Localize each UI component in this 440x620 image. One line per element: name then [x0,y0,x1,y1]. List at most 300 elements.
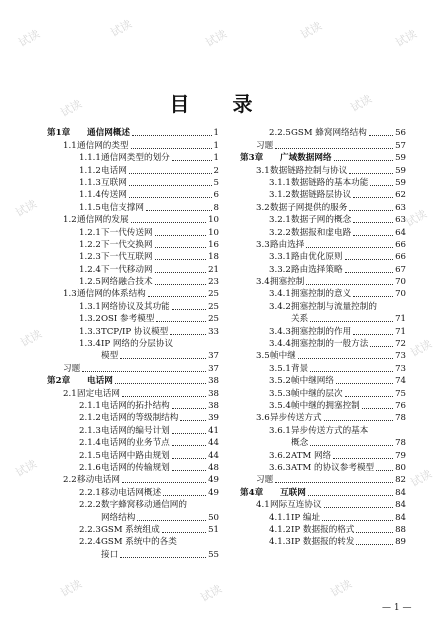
dot-leader [155,284,206,285]
toc-entry-title: GSM 系统组成 [101,524,160,535]
toc-entry [47,437,219,449]
dot-leader [131,222,206,223]
toc-entry-page: 25 [208,301,219,312]
toc-entry-page: 21 [208,264,219,275]
toc-entry [240,300,406,312]
toc-entry [47,449,219,461]
dot-leader [163,495,206,496]
page-title: 目 录 [169,92,271,116]
toc-entry-page: 16 [208,239,219,250]
toc-entry-number: 3.4.3 [269,326,291,337]
toc-entry [47,548,219,560]
toc-entry-title: 电话网 [87,376,113,387]
toc-entry-page: 25 [208,314,219,325]
toc-entry [47,189,219,201]
toc-entry [240,226,406,238]
toc-entry-number: 2.2.5 [269,128,291,139]
toc-entry-number: 4.1.1 [269,512,291,523]
toc-entry-number: 3.5.1 [269,363,291,374]
dot-leader [322,520,393,521]
toc-entry-page: 25 [208,289,219,300]
dot-leader [155,272,206,273]
toc-entry-page: 66 [395,252,406,263]
toc-entry-number: 1.3.1 [79,301,101,312]
toc-entry [47,362,219,374]
toc-entry [47,127,219,139]
toc-entry-number: 第1章 [47,128,71,139]
toc-entry-title: 电话网 [101,165,127,176]
dot-leader [345,396,393,397]
toc-entry [240,338,406,350]
dot-leader [156,321,206,322]
dot-leader [349,210,393,211]
toc-entry-title: 路由选择 [270,239,305,250]
toc-entry-title: 移动电话网概述 [101,487,162,498]
watermark-stamp: 试读 [328,577,355,600]
toc-entry-page: 49 [208,475,219,486]
toc-entry-title: 数据链路的基本功能 [291,177,369,188]
toc-entry [47,288,219,300]
toc-entry-page: 38 [208,376,219,387]
toc-entry-page: 1 [213,153,219,164]
toc-entry-number: 3.1.2 [269,190,291,201]
toc-entry [240,139,406,151]
toc-entry-title: 习题 [63,363,81,374]
toc-entry [240,189,406,201]
toc-entry-page: 33 [208,326,219,337]
toc-entry-title: 互联网 [280,487,306,498]
toc-entry [47,536,219,548]
toc-entry-page: 80 [395,462,406,473]
toc-entry-page: 75 [395,388,406,399]
toc-entry-page: 48 [208,462,219,473]
toc-entry [240,449,406,461]
toc-entry-title: 异步传送方式 [270,413,322,424]
toc-entry-title: ATM 网络 [291,450,332,461]
toc-entry-number: 2.2.3 [79,524,101,535]
dot-leader [353,235,393,236]
dot-leader [155,235,206,236]
toc-entry-title: 通信网的体系结构 [77,289,146,300]
toc-entry-title: 路由选择策略 [291,264,343,275]
toc-entry-title: 数据链路层协议 [291,190,352,201]
watermark-stamp: 试读 [403,207,430,230]
toc-entry-title: 数据链路控制与协议 [270,165,348,176]
toc-entry [240,276,406,288]
toc-entry [240,462,406,474]
toc-entry [240,437,406,449]
dot-leader [120,557,206,558]
toc-entry [47,226,219,238]
toc-entry [240,127,406,139]
toc-entry-number: 3.4.4 [269,339,291,350]
toc-entry [47,524,219,536]
toc-entry [240,239,406,251]
toc-entry-title: 电信支撑网 [101,202,144,213]
toc-entry [47,300,219,312]
dot-leader [370,185,393,186]
toc-entry-title: 电话网的编号计划 [101,425,170,436]
dot-leader [324,420,393,421]
toc-entry-number: 1.2.1 [79,227,101,238]
toc-entry [240,164,406,176]
dot-leader [170,334,206,335]
dot-leader [131,148,212,149]
toc-entry-title: 背景 [291,363,309,374]
toc-entry [47,400,219,412]
toc-entry-page: 79 [395,450,406,461]
toc-entry-page: 38 [208,388,219,399]
toc-entry [240,486,406,498]
toc-entry-page: 73 [395,363,406,374]
toc-entry-number: 1.3.3 [79,326,101,337]
toc-entry-number: 4.1.3 [269,537,291,548]
toc-entry-title: 帧中继的拥塞控制 [291,400,360,411]
toc-entry [47,152,219,164]
toc-entry-title: 拥塞控制 [270,277,305,288]
toc-entry-page: 63 [395,202,406,213]
toc-entry-title: 关系 [291,314,309,325]
toc-entry-title: 拥塞控制的意义 [291,289,352,300]
dot-leader [172,470,206,471]
toc-entry-page: 10 [208,227,219,238]
toc-entry-title: 拥塞控制的作用 [291,326,352,337]
toc-entry-number: 2.1.2 [79,413,101,424]
watermark-stamp: 试读 [408,337,435,360]
toc-entry-title: 拥塞控制的一般方法 [291,339,369,350]
toc-entry-page: 82 [395,475,406,486]
dot-leader [310,321,393,322]
toc-entry [240,400,406,412]
toc-entry-page: 84 [395,500,406,511]
toc-entry-page: 57 [395,140,406,151]
toc-entry-page: 62 [395,190,406,201]
toc-entry-number: 2.2 [63,475,77,486]
toc-entry-number: 3.1.1 [269,177,291,188]
toc-entry-page: 39 [208,413,219,424]
toc-entry-title: GSM 系统中的各类 [101,537,177,548]
toc-entry [240,474,406,486]
dot-leader [362,408,393,409]
dot-leader [353,222,393,223]
toc-entry-title: 传送网 [101,190,127,201]
toc-entry-page: 74 [395,376,406,387]
dot-leader [356,532,393,533]
toc-entry [240,412,406,424]
dot-leader [180,420,206,421]
dot-leader [308,495,393,496]
toc-entry [47,338,219,350]
toc-entry [240,375,406,387]
watermark-stamp: 试读 [393,27,420,50]
toc-entry [240,313,406,325]
toc-entry [240,288,406,300]
toc-entry-title: OSI 参考模型 [101,314,155,325]
toc-entry-title: 通信网的类型 [77,140,129,151]
dot-leader [306,247,393,248]
page-number: — 1 — [382,603,412,613]
toc-entry-page: 88 [395,524,406,535]
toc-entry-title: 概念 [291,438,309,449]
watermark-stamp: 试读 [198,582,225,605]
toc-entry-title: 数据报和虚电路 [291,227,352,238]
toc-entry-title: IP 网络的分层协议 [101,339,174,350]
toc-entry-number: 1.2 [63,215,77,226]
dot-leader [333,458,393,459]
toc-entry [240,511,406,523]
toc-entry-number: 1.1.2 [79,165,101,176]
toc-entry-number: 1.3.4 [79,339,101,350]
dot-leader [275,148,393,149]
toc-entry-number: 3.4.1 [269,289,291,300]
toc-entry-page: 37 [208,351,219,362]
toc-entry-title: 习题 [256,140,274,151]
toc-entry-number: 第3章 [240,153,264,164]
toc-entry-title: 帧中继的层次 [291,388,343,399]
toc-entry-title: 帧中继网络 [291,376,334,387]
toc-entry [240,536,406,548]
toc-entry-page: 10 [208,215,219,226]
toc-entry-number: 2.2.1 [79,487,101,498]
toc-entry [240,387,406,399]
toc-entry-number: 3.6 [256,413,270,424]
toc-entry [47,375,219,387]
toc-entry-title: 下一代传送网 [101,227,153,238]
toc-entry-page: 71 [395,314,406,325]
dot-leader [336,383,393,384]
toc-entry [47,499,219,511]
toc-entry-title: IP 数据报的格式 [291,524,355,535]
toc-entry-number: 3.5.3 [269,388,291,399]
dot-leader [115,383,206,384]
toc-entry [240,251,406,263]
toc-entry [47,239,219,251]
toc-entry [47,350,219,362]
toc-entry-title: 互联网 [101,177,127,188]
toc-entry-page: 56 [395,128,406,139]
toc-entry-number: 1.3.2 [79,314,101,325]
watermark-stamp: 试读 [18,327,45,350]
toc-entry-page: 89 [395,537,406,548]
dot-leader [129,185,212,186]
toc-entry-number: 4.1 [256,500,270,511]
toc-entry-page: 44 [208,438,219,449]
toc-entry-page: 67 [395,264,406,275]
dot-leader [129,197,212,198]
watermark-stamp: 试读 [58,577,85,600]
toc-entry [240,177,406,189]
toc-entry-page: 63 [395,215,406,226]
dot-leader [298,358,393,359]
toc-entry [47,387,219,399]
toc-entry-number: 1.2.5 [79,277,101,288]
toc-entry-page: 1 [213,128,219,139]
dot-leader [275,482,393,483]
dot-leader [345,259,393,260]
toc-entry [240,499,406,511]
toc-entry [47,511,219,523]
toc-entry-number: 3.2.2 [269,227,291,238]
toc-entry [240,201,406,213]
toc-entry-number: 3.3.2 [269,264,291,275]
toc-entry-number: 2.1.3 [79,425,101,436]
watermark-stamp: 试读 [13,197,40,220]
watermark-stamp: 试读 [16,27,43,50]
dot-leader [172,408,206,409]
dot-leader [120,358,206,359]
toc-entry [47,313,219,325]
toc-entry-number: 2.2.4 [79,537,101,548]
toc-entry-title: 网络融合技术 [101,277,153,288]
dot-leader [310,371,393,372]
watermark-stamp: 试读 [58,97,85,120]
toc-entry-number: 3.3.1 [269,252,291,263]
dot-leader [310,445,393,446]
toc-entry-number: 1.3 [63,289,77,300]
dot-leader [349,173,393,174]
toc-entry-number: 3.1 [256,165,270,176]
toc-entry-number: 3.2 [256,202,270,213]
dot-leader [148,296,206,297]
toc-entry-number: 3.5.2 [269,376,291,387]
dot-leader [132,135,212,136]
toc-entry [47,462,219,474]
toc-entry-title: 数据子网提供的服务 [270,202,348,213]
toc-entry-number: 1.1 [63,140,77,151]
toc-entry-title: 电话网中路由规划 [101,450,170,461]
toc-entry-number: 3.3 [256,239,270,250]
toc-entry [47,412,219,424]
toc-entry-page: 78 [395,413,406,424]
dot-leader [306,284,393,285]
toc-entry-title: 下一代交换网 [101,239,153,250]
toc-entry [240,350,406,362]
toc-entry-number: 3.6.3 [269,462,291,473]
toc-entry-page: 55 [208,549,219,560]
toc-entry-title: 模型 [101,351,119,362]
toc-entry-number: 1.1.4 [79,190,101,201]
toc-entry-page: 41 [208,425,219,436]
toc-entry [240,325,406,337]
dot-leader [162,532,206,533]
dot-leader [172,433,206,434]
toc-entry-number: 1.1.3 [79,177,101,188]
toc-entry-title: IP 编址 [291,512,321,523]
toc-entry-page: 18 [208,252,219,263]
toc-entry-number: 3.6.2 [269,450,291,461]
toc-entry-number: 第4章 [240,487,264,498]
toc-entry-page: 70 [395,289,406,300]
toc-entry-title: 通信网类型的划分 [101,153,170,164]
toc-entry [240,524,406,536]
dot-leader [345,272,393,273]
dot-leader [122,396,206,397]
dot-leader [334,160,393,161]
toc-entry [47,325,219,337]
dot-leader [172,458,206,459]
toc-entry-title: 通信网概述 [87,128,130,139]
toc-entry-title: 电话网的传输规划 [101,462,170,473]
toc-entry-page: 49 [208,487,219,498]
toc-entry [47,276,219,288]
dot-leader [122,482,206,483]
toc-entry-page: 78 [395,438,406,449]
toc-left-column [47,127,219,561]
toc-entry [47,474,219,486]
watermark-stamp: 试读 [13,457,40,480]
toc-entry-page: 84 [395,512,406,523]
toc-entry [47,139,219,151]
toc-entry-title: 数据子网的概念 [291,215,352,226]
toc-entry-page: 84 [395,487,406,498]
dot-leader [353,296,393,297]
toc-entry-page: 64 [395,227,406,238]
toc-entry-page: 66 [395,239,406,250]
toc-entry-title: 移动电话网 [77,475,120,486]
dot-leader [172,160,212,161]
toc-entry-page: 23 [208,277,219,288]
dot-leader [155,259,206,260]
toc-entry-title: 通信网的发展 [77,215,129,226]
toc-entry [240,424,406,436]
toc-entry-number: 3.5.4 [269,400,291,411]
dot-leader [172,309,206,310]
toc-entry-number: 3.4.2 [269,301,291,312]
dot-leader [129,173,212,174]
toc-entry-title: 帧中继 [270,351,296,362]
toc-entry-page: 37 [208,363,219,374]
watermark-stamp: 试读 [348,92,375,115]
toc-entry-title: ATM 的协议参考模型 [291,462,375,473]
toc-entry-number: 1.2.4 [79,264,101,275]
toc-entry [47,486,219,498]
toc-entry-number: 3.4 [256,277,270,288]
toc-entry-page: 59 [395,153,406,164]
toc-entry-page: 2 [213,165,219,176]
toc-entry-number: 2.1.4 [79,438,101,449]
toc-entry [240,152,406,164]
toc-entry [240,214,406,226]
toc-entry [240,362,406,374]
watermark-stamp: 试读 [408,467,435,490]
toc-entry-title: 接口 [101,549,119,560]
toc-entry [47,201,219,213]
toc-entry-number: 2.1.1 [79,400,101,411]
toc-entry-page: 72 [395,339,406,350]
dot-leader [137,520,206,521]
toc-right-column [240,127,406,548]
toc-entry [47,164,219,176]
toc-entry-number: 1.2.3 [79,252,101,263]
toc-entry-number: 3.6.1 [269,425,291,436]
toc-entry [47,263,219,275]
toc-entry-number: 2.1.6 [79,462,101,473]
toc-entry-page: 6 [213,190,219,201]
toc-entry-title: 网络结构 [101,512,136,523]
toc-entry-number: 3.2.1 [269,215,291,226]
watermark-stamp: 试读 [108,17,135,40]
dot-leader [376,470,393,471]
dot-leader [146,210,212,211]
toc-entry-title: 电话网的业务节点 [101,438,170,449]
toc-entry-page: 59 [395,165,406,176]
dot-leader [82,371,206,372]
toc-entry [47,251,219,263]
toc-entry-title: 网际互连协议 [270,500,322,511]
dot-leader [369,135,393,136]
toc-entry-number: 2.1.5 [79,450,101,461]
toc-entry-page: 8 [213,202,219,213]
